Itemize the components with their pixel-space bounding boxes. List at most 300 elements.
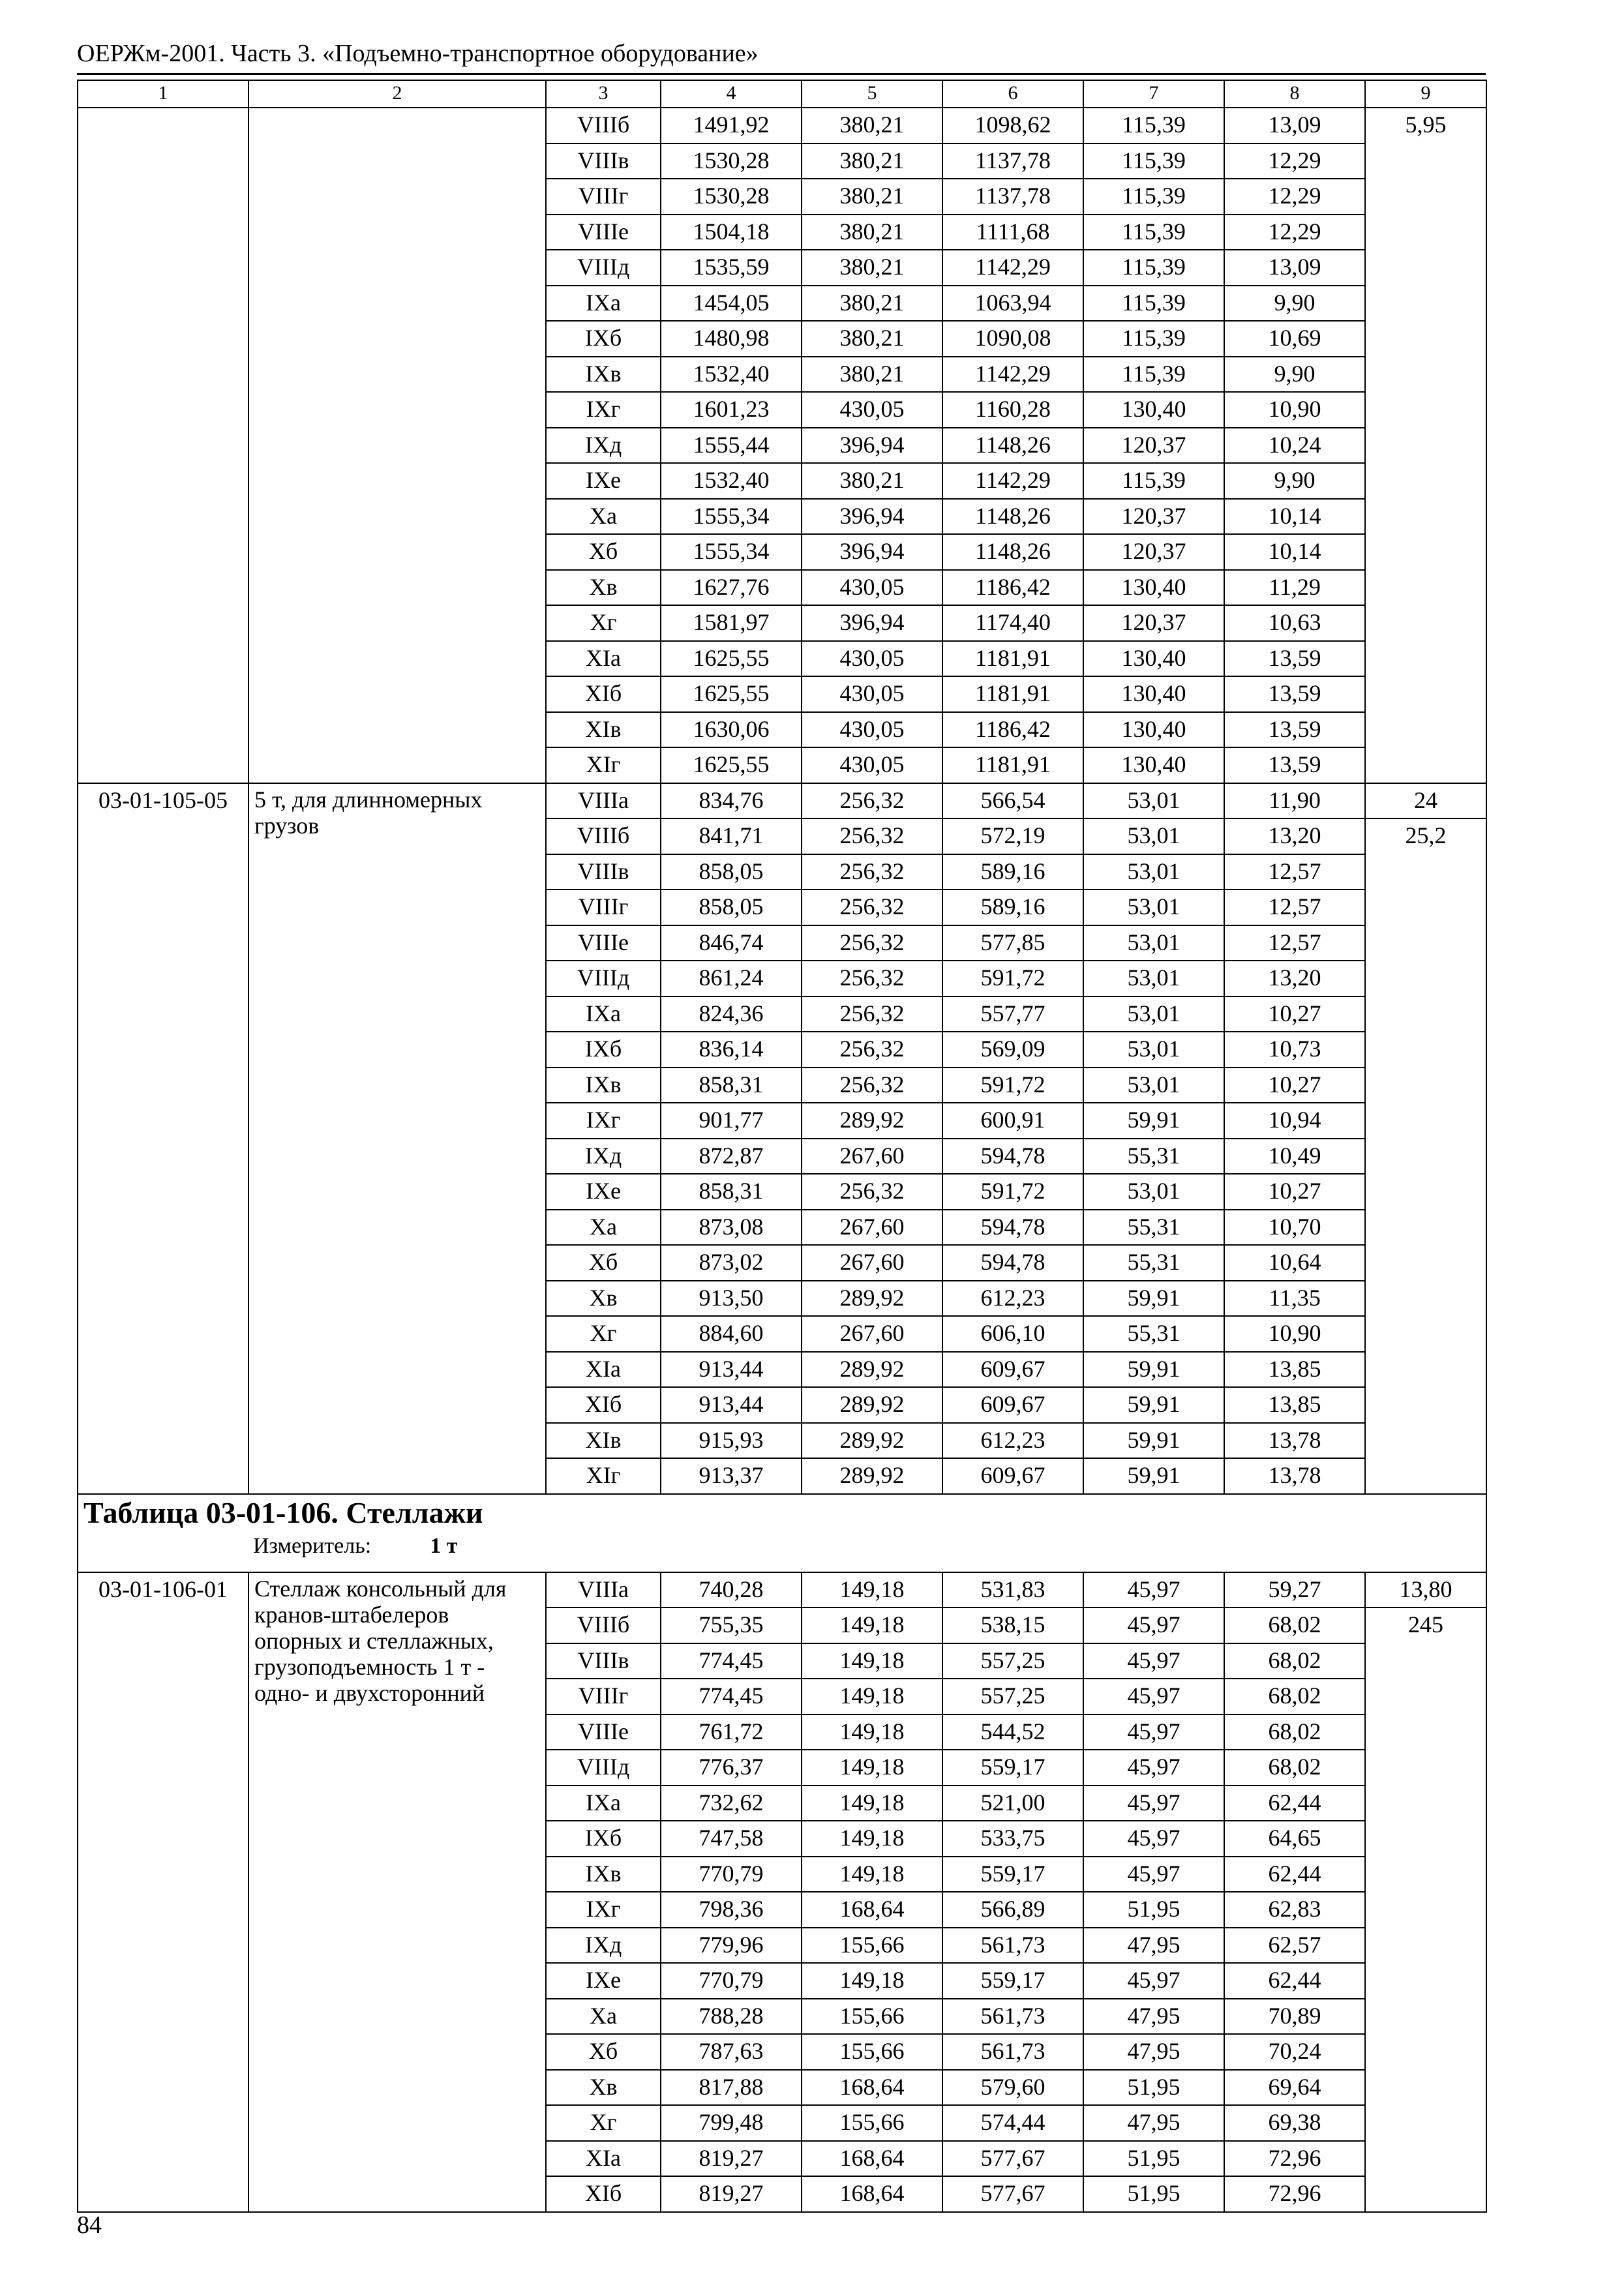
value-cell: 155,66 (802, 1928, 942, 1964)
value-cell: 817,88 (661, 2070, 802, 2106)
value-cell: 53,01 (1083, 925, 1224, 961)
zone-cell: Xа (546, 1999, 661, 2035)
value-cell: 594,78 (942, 1210, 1083, 1246)
zone-cell: Xб (546, 534, 661, 570)
value-cell: 68,02 (1224, 1714, 1365, 1750)
value-cell: 1142,29 (942, 463, 1083, 499)
value-cell: 380,21 (802, 321, 942, 357)
value-cell: 10,69 (1224, 321, 1365, 357)
value-cell: 799,48 (661, 2105, 802, 2141)
value-cell: 589,16 (942, 890, 1083, 925)
value-cell: 59,91 (1083, 1458, 1224, 1494)
value-cell: 289,92 (802, 1423, 942, 1459)
value-cell: 59,27 (1224, 1572, 1365, 1608)
value-cell: 10,90 (1224, 1316, 1365, 1352)
value-cell: 913,44 (661, 1387, 802, 1423)
value-cell: 538,15 (942, 1608, 1083, 1643)
value-cell: 69,64 (1224, 2070, 1365, 2106)
value-cell: 1625,55 (661, 641, 802, 677)
column-number-row (78, 80, 1486, 108)
value-cell: 594,78 (942, 1245, 1083, 1281)
value-cell: 9,90 (1224, 357, 1365, 393)
value-cell: 1142,29 (942, 250, 1083, 286)
value-cell: 1627,76 (661, 570, 802, 606)
value-cell: 115,39 (1083, 143, 1224, 179)
value-cell: 267,60 (802, 1139, 942, 1174)
value-cell: 267,60 (802, 1316, 942, 1352)
section-title: Таблица 03-01-106. Стеллажи (83, 1495, 483, 1529)
value-cell: 770,79 (661, 1963, 802, 1999)
zone-cell: XIв (546, 1423, 661, 1459)
value-cell: 13,78 (1224, 1458, 1365, 1494)
page-number: 84 (77, 2211, 102, 2239)
value-cell: 396,94 (802, 499, 942, 535)
value-cell: 256,32 (802, 996, 942, 1032)
value-cell: 1555,34 (661, 499, 802, 535)
value-cell: 168,64 (802, 2141, 942, 2177)
value-cell: 798,36 (661, 1892, 802, 1928)
zone-cell: VIIIе (546, 215, 661, 250)
value-cell: 168,64 (802, 1892, 942, 1928)
zone-cell: VIIIг (546, 1679, 661, 1714)
value-cell: 430,05 (802, 712, 942, 748)
value-cell: 606,10 (942, 1316, 1083, 1352)
value-cell: 884,60 (661, 1316, 802, 1352)
value-cell: 55,31 (1083, 1210, 1224, 1246)
value-cell: 68,02 (1224, 1643, 1365, 1679)
value-cell: 380,21 (802, 463, 942, 499)
value-cell: 901,77 (661, 1103, 802, 1139)
col9-value: 245 (1366, 1607, 1486, 1642)
value-cell: 380,21 (802, 143, 942, 179)
value-cell: 1142,29 (942, 357, 1083, 393)
value-cell: 55,31 (1083, 1316, 1224, 1352)
value-cell: 130,40 (1083, 641, 1224, 677)
value-cell: 149,18 (802, 1714, 942, 1750)
value-cell: 577,67 (942, 2176, 1083, 2212)
zone-cell: IXг (546, 1892, 661, 1928)
value-cell: 872,87 (661, 1139, 802, 1174)
value-cell: 53,01 (1083, 783, 1224, 819)
zone-cell: VIIIа (546, 783, 661, 819)
measure-label: Измеритель: (253, 1533, 372, 1558)
value-cell: 1555,44 (661, 428, 802, 464)
value-cell: 1480,98 (661, 321, 802, 357)
value-cell: 53,01 (1083, 1174, 1224, 1210)
value-cell: 256,32 (802, 783, 942, 819)
value-cell: 1148,26 (942, 428, 1083, 464)
zone-cell: XIб (546, 1387, 661, 1423)
zone-cell: IXа (546, 996, 661, 1032)
value-cell: 574,44 (942, 2105, 1083, 2141)
zone-cell: XIа (546, 641, 661, 677)
value-cell: 430,05 (802, 641, 942, 677)
item-code: 03-01-106-01 (78, 1572, 248, 2212)
value-cell: 396,94 (802, 534, 942, 570)
col9-cell (1365, 108, 1486, 783)
col9-cell (1365, 1572, 1486, 2212)
value-cell: 13,85 (1224, 1352, 1365, 1388)
value-cell: 1535,59 (661, 250, 802, 286)
zone-cell: IXд (546, 1928, 661, 1964)
value-cell: 13,59 (1224, 676, 1365, 712)
value-cell: 47,95 (1083, 2105, 1224, 2141)
value-cell: 380,21 (802, 179, 942, 215)
value-cell: 577,85 (942, 925, 1083, 961)
value-cell: 913,50 (661, 1281, 802, 1317)
zone-cell: Xг (546, 605, 661, 641)
value-cell: 609,67 (942, 1352, 1083, 1388)
value-cell: 45,97 (1083, 1963, 1224, 1999)
value-cell: 168,64 (802, 2176, 942, 2212)
value-cell: 1181,91 (942, 641, 1083, 677)
zone-cell: Xб (546, 2034, 661, 2070)
value-cell: 149,18 (802, 1786, 942, 1821)
value-cell: 1601,23 (661, 392, 802, 428)
column-number: 2 (248, 80, 546, 108)
value-cell: 1090,08 (942, 321, 1083, 357)
price-table (77, 80, 1487, 2213)
value-cell: 155,66 (802, 2105, 942, 2141)
value-cell: 68,02 (1224, 1750, 1365, 1786)
value-cell: 149,18 (802, 1750, 942, 1786)
value-cell: 1063,94 (942, 286, 1083, 322)
column-number: 3 (546, 80, 661, 108)
value-cell: 776,37 (661, 1750, 802, 1786)
value-cell: 1454,05 (661, 286, 802, 322)
value-cell: 256,32 (802, 1068, 942, 1103)
value-cell: 544,52 (942, 1714, 1083, 1750)
value-cell: 53,01 (1083, 890, 1224, 925)
table-row (78, 783, 1486, 819)
zone-cell: IXв (546, 1068, 661, 1103)
value-cell: 430,05 (802, 392, 942, 428)
value-cell: 380,21 (802, 108, 942, 143)
value-cell: 561,73 (942, 2034, 1083, 2070)
value-cell: 256,32 (802, 818, 942, 854)
value-cell: 267,60 (802, 1245, 942, 1281)
value-cell: 612,23 (942, 1423, 1083, 1459)
value-cell: 12,29 (1224, 179, 1365, 215)
value-cell: 1137,78 (942, 179, 1083, 215)
zone-cell: IXд (546, 428, 661, 464)
value-cell: 256,32 (802, 890, 942, 925)
value-cell: 45,97 (1083, 1857, 1224, 1893)
zone-cell: Xб (546, 1245, 661, 1281)
value-cell: 70,89 (1224, 1999, 1365, 2035)
column-number: 4 (661, 80, 802, 108)
value-cell: 10,94 (1224, 1103, 1365, 1139)
zone-cell: Xг (546, 1316, 661, 1352)
item-name: Стеллаж консольный для кранов-штабелеров опорных и стеллажных, грузоподъемность 1 т - одно- и двухсторонний (248, 1572, 546, 2212)
value-cell: 256,32 (802, 925, 942, 961)
col9-value: 5,95 (1405, 112, 1447, 138)
value-cell: 858,05 (661, 890, 802, 925)
value-cell: 770,79 (661, 1857, 802, 1893)
zone-cell: VIIIд (546, 250, 661, 286)
value-cell: 836,14 (661, 1032, 802, 1068)
value-cell: 45,97 (1083, 1714, 1224, 1750)
value-cell: 1137,78 (942, 143, 1083, 179)
value-cell: 149,18 (802, 1857, 942, 1893)
value-cell: 559,17 (942, 1963, 1083, 1999)
value-cell: 289,92 (802, 1281, 942, 1317)
column-number: 6 (942, 80, 1083, 108)
value-cell: 559,17 (942, 1857, 1083, 1893)
value-cell: 1625,55 (661, 747, 802, 783)
column-number: 9 (1365, 80, 1486, 108)
value-cell: 1530,28 (661, 143, 802, 179)
section-cell (78, 1494, 1486, 1572)
value-cell: 1186,42 (942, 570, 1083, 606)
zone-cell: XIа (546, 2141, 661, 2177)
zone-cell: VIIIе (546, 1714, 661, 1750)
value-cell: 1111,68 (942, 215, 1083, 250)
value-cell: 68,02 (1224, 1608, 1365, 1643)
zone-cell: XIб (546, 2176, 661, 2212)
value-cell: 747,58 (661, 1821, 802, 1857)
column-number: 1 (78, 80, 248, 108)
value-cell: 824,36 (661, 996, 802, 1032)
value-cell: 430,05 (802, 747, 942, 783)
zone-cell: Xв (546, 2070, 661, 2106)
value-cell: 609,67 (942, 1387, 1083, 1423)
value-cell: 115,39 (1083, 357, 1224, 393)
value-cell: 9,90 (1224, 463, 1365, 499)
value-cell: 521,00 (942, 1786, 1083, 1821)
value-cell: 396,94 (802, 428, 942, 464)
value-cell: 45,97 (1083, 1821, 1224, 1857)
value-cell: 59,91 (1083, 1387, 1224, 1423)
value-cell: 120,37 (1083, 534, 1224, 570)
value-cell: 1491,92 (661, 108, 802, 143)
zone-cell: VIIIд (546, 1750, 661, 1786)
value-cell: 51,95 (1083, 2070, 1224, 2106)
value-cell: 155,66 (802, 2034, 942, 2070)
value-cell: 289,92 (802, 1103, 942, 1139)
value-cell: 10,27 (1224, 996, 1365, 1032)
value-cell: 380,21 (802, 250, 942, 286)
value-cell: 761,72 (661, 1714, 802, 1750)
value-cell: 70,24 (1224, 2034, 1365, 2070)
value-cell: 10,70 (1224, 1210, 1365, 1246)
value-cell: 12,57 (1224, 854, 1365, 890)
value-cell: 600,91 (942, 1103, 1083, 1139)
value-cell: 13,59 (1224, 641, 1365, 677)
value-cell: 72,96 (1224, 2141, 1365, 2177)
value-cell: 62,44 (1224, 1963, 1365, 1999)
value-cell: 873,08 (661, 1210, 802, 1246)
value-cell: 115,39 (1083, 321, 1224, 357)
value-cell: 12,29 (1224, 143, 1365, 179)
value-cell: 1630,06 (661, 712, 802, 748)
measure-line (253, 1531, 1481, 1561)
zone-cell: VIIIв (546, 854, 661, 890)
zone-cell: IXе (546, 1963, 661, 1999)
value-cell: 13,78 (1224, 1423, 1365, 1459)
value-cell: 62,57 (1224, 1928, 1365, 1964)
zone-cell: Xа (546, 499, 661, 535)
value-cell: 130,40 (1083, 747, 1224, 783)
value-cell: 913,37 (661, 1458, 802, 1494)
value-cell: 13,09 (1224, 250, 1365, 286)
value-cell: 755,35 (661, 1608, 802, 1643)
value-cell: 609,67 (942, 1458, 1083, 1494)
item-name (248, 108, 546, 783)
value-cell: 531,83 (942, 1572, 1083, 1608)
value-cell: 12,29 (1224, 215, 1365, 250)
item-name: 5 т, для длинномерных грузов (248, 783, 546, 1494)
zone-cell: IXб (546, 1821, 661, 1857)
value-cell: 11,29 (1224, 570, 1365, 606)
value-cell: 10,14 (1224, 499, 1365, 535)
zone-cell: VIIIд (546, 961, 661, 996)
value-cell: 561,73 (942, 1928, 1083, 1964)
zone-cell: VIIIв (546, 1643, 661, 1679)
value-cell: 861,24 (661, 961, 802, 996)
value-cell: 47,95 (1083, 1928, 1224, 1964)
column-number: 8 (1224, 80, 1365, 108)
value-cell: 130,40 (1083, 676, 1224, 712)
zone-cell: XIв (546, 712, 661, 748)
zone-cell: VIIIа (546, 1572, 661, 1608)
value-cell: 589,16 (942, 854, 1083, 890)
value-cell: 289,92 (802, 1387, 942, 1423)
value-cell: 846,74 (661, 925, 802, 961)
value-cell: 256,32 (802, 961, 942, 996)
zone-cell: IXа (546, 1786, 661, 1821)
value-cell: 819,27 (661, 2176, 802, 2212)
value-cell: 1148,26 (942, 499, 1083, 535)
value-cell: 1181,91 (942, 676, 1083, 712)
value-cell: 913,44 (661, 1352, 802, 1388)
value-cell: 256,32 (802, 854, 942, 890)
zone-cell: VIIIб (546, 818, 661, 854)
value-cell: 115,39 (1083, 250, 1224, 286)
value-cell: 45,97 (1083, 1679, 1224, 1714)
value-cell: 115,39 (1083, 215, 1224, 250)
zone-cell: IXв (546, 357, 661, 393)
value-cell: 430,05 (802, 676, 942, 712)
value-cell: 149,18 (802, 1679, 942, 1714)
value-cell: 115,39 (1083, 286, 1224, 322)
value-cell: 289,92 (802, 1458, 942, 1494)
value-cell: 13,20 (1224, 818, 1365, 854)
value-cell: 380,21 (802, 286, 942, 322)
value-cell: 13,09 (1224, 108, 1365, 143)
zone-cell: XIа (546, 1352, 661, 1388)
value-cell: 591,72 (942, 1068, 1083, 1103)
column-number: 5 (802, 80, 942, 108)
value-cell: 149,18 (802, 1821, 942, 1857)
value-cell: 45,97 (1083, 1786, 1224, 1821)
value-cell: 1098,62 (942, 108, 1083, 143)
value-cell: 841,71 (661, 818, 802, 854)
section-row (78, 1494, 1486, 1572)
value-cell: 1581,97 (661, 605, 802, 641)
value-cell: 55,31 (1083, 1139, 1224, 1174)
value-cell: 51,95 (1083, 1892, 1224, 1928)
value-cell: 10,49 (1224, 1139, 1365, 1174)
zone-cell: IXв (546, 1857, 661, 1893)
value-cell: 1555,34 (661, 534, 802, 570)
value-cell: 10,14 (1224, 534, 1365, 570)
value-cell: 1148,26 (942, 534, 1083, 570)
value-cell: 115,39 (1083, 108, 1224, 143)
value-cell: 557,25 (942, 1679, 1083, 1714)
value-cell: 819,27 (661, 2141, 802, 2177)
value-cell: 1174,40 (942, 605, 1083, 641)
value-cell: 68,02 (1224, 1679, 1365, 1714)
value-cell: 380,21 (802, 357, 942, 393)
value-cell: 1186,42 (942, 712, 1083, 748)
value-cell: 1504,18 (661, 215, 802, 250)
value-cell: 59,91 (1083, 1423, 1224, 1459)
value-cell: 13,20 (1224, 961, 1365, 996)
value-cell: 915,93 (661, 1423, 802, 1459)
table-row (78, 108, 1486, 143)
value-cell: 12,57 (1224, 925, 1365, 961)
value-cell: 10,73 (1224, 1032, 1365, 1068)
value-cell: 149,18 (802, 1608, 942, 1643)
col9-value: 13,80 (1399, 1576, 1452, 1602)
document-header: ОЕРЖм-2001. Часть 3. «Подъемно-транспортное оборудование» (77, 40, 759, 67)
value-cell: 566,54 (942, 783, 1083, 819)
value-cell: 130,40 (1083, 392, 1224, 428)
value-cell: 858,31 (661, 1068, 802, 1103)
value-cell: 10,64 (1224, 1245, 1365, 1281)
value-cell: 45,97 (1083, 1572, 1224, 1608)
value-cell: 732,62 (661, 1786, 802, 1821)
zone-cell: IXд (546, 1139, 661, 1174)
value-cell: 155,66 (802, 1999, 942, 2035)
zone-cell: VIIIб (546, 1608, 661, 1643)
value-cell: 774,45 (661, 1679, 802, 1714)
zone-cell: VIIIг (546, 179, 661, 215)
value-cell: 47,95 (1083, 2034, 1224, 2070)
value-cell: 858,31 (661, 1174, 802, 1210)
value-cell: 59,91 (1083, 1352, 1224, 1388)
value-cell: 594,78 (942, 1139, 1083, 1174)
zone-cell: IXе (546, 463, 661, 499)
value-cell: 774,45 (661, 1643, 802, 1679)
value-cell: 10,27 (1224, 1174, 1365, 1210)
value-cell: 45,97 (1083, 1750, 1224, 1786)
value-cell: 168,64 (802, 2070, 942, 2106)
value-cell: 13,59 (1224, 712, 1365, 748)
value-cell: 62,44 (1224, 1786, 1365, 1821)
value-cell: 130,40 (1083, 712, 1224, 748)
value-cell: 62,44 (1224, 1857, 1365, 1893)
value-cell: 59,91 (1083, 1103, 1224, 1139)
value-cell: 834,76 (661, 783, 802, 819)
value-cell: 130,40 (1083, 570, 1224, 606)
value-cell: 51,95 (1083, 2176, 1224, 2212)
value-cell: 115,39 (1083, 179, 1224, 215)
zone-cell: XIг (546, 747, 661, 783)
value-cell: 11,90 (1224, 783, 1365, 819)
value-cell: 1625,55 (661, 676, 802, 712)
value-cell: 12,57 (1224, 890, 1365, 925)
zone-cell: VIIIе (546, 925, 661, 961)
measure-unit: 1 т (430, 1533, 458, 1558)
value-cell: 579,60 (942, 2070, 1083, 2106)
value-cell: 10,27 (1224, 1068, 1365, 1103)
value-cell: 779,96 (661, 1928, 802, 1964)
value-cell: 577,67 (942, 2141, 1083, 2177)
item-code (78, 108, 248, 783)
value-cell: 612,23 (942, 1281, 1083, 1317)
